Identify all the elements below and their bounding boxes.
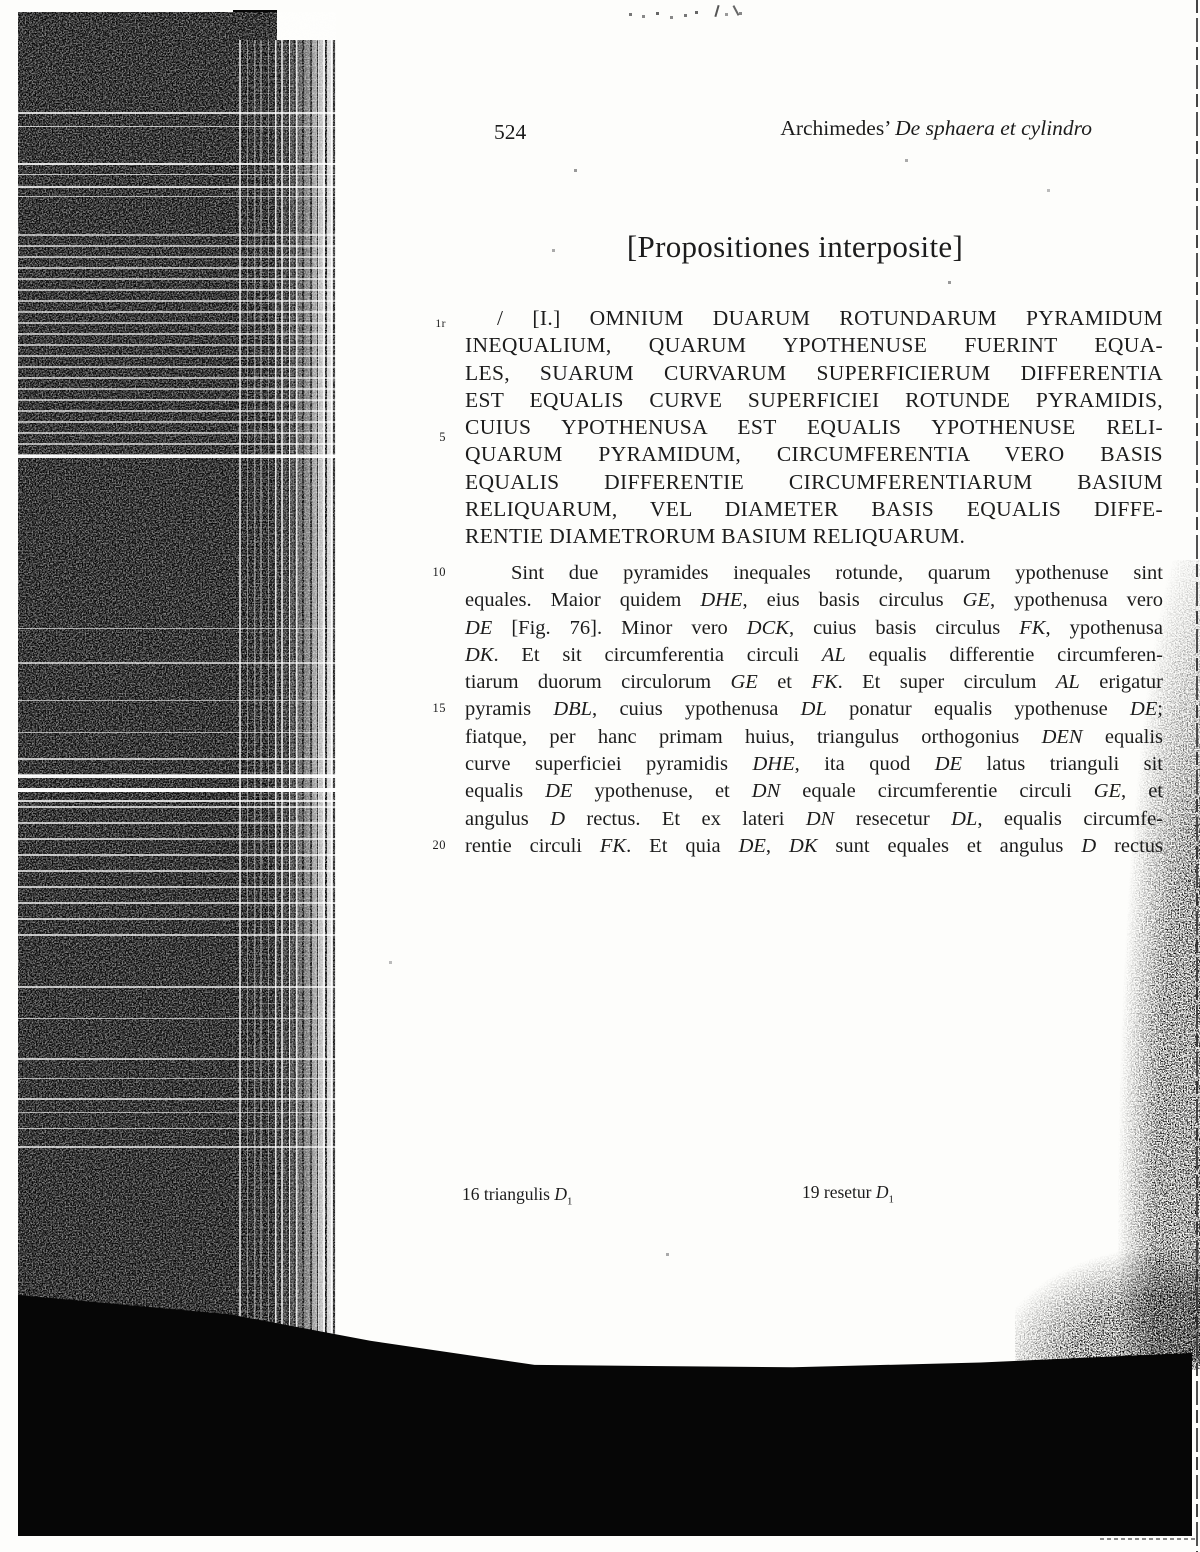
text-line: LES, SUARUM CURVARUM SUPERFICIERUM DIFFERENTIA bbox=[465, 360, 1163, 385]
scan-edge-dots bbox=[1100, 1538, 1196, 1540]
text-line: equales. Maior quidem DHE, eius basis circulus GE, ypothenusa vero bbox=[465, 589, 1164, 612]
text-line: RENTIE DIAMETRORUM BASIUM RELIQUARUM. bbox=[465, 524, 966, 549]
running-head: Archimedes’ De sphaera et cylindro bbox=[780, 116, 1092, 140]
text-line: Sint due pyramides inequales rotunde, quarum ypothenuse sint bbox=[511, 562, 1163, 584]
bottom-right-noise-cloud bbox=[1015, 1250, 1200, 1362]
line-number-10: 10 bbox=[432, 565, 446, 579]
text-line: angulus D rectus. Et ex lateri DN resecetur DL, equalis circumfe- bbox=[465, 807, 1163, 830]
footnote-apparatus: 19 resetur $D_1$ bbox=[802, 1182, 894, 1206]
text-line: DE [Fig. 76]. Minor vero DCK, cuius basis circulus FK, ypothenusa bbox=[465, 616, 1163, 639]
line-number-5: 5 bbox=[439, 430, 446, 444]
pen-stroke bbox=[733, 5, 740, 16]
text-line: curve superficiei pyramidis DHE, ita quod DE latus trianguli sit bbox=[465, 753, 1164, 776]
text-line: rentie circuli FK. Et quia DE, DK sunt equales et angulus D rectus bbox=[465, 834, 1164, 857]
text-line: tiarum duorum circulorum GE et FK. Et super circulum AL erigatur bbox=[465, 671, 1163, 694]
text-line: / [I.] OMNIUM DUARUM ROTUNDARUM PYRAMIDUM bbox=[497, 306, 1163, 330]
line-number-20: 20 bbox=[432, 838, 446, 852]
text-line: DK. Et sit circumferentia circuli AL equalis differentie circumferen- bbox=[465, 643, 1163, 666]
scan-specks bbox=[0, 0, 1, 1]
proposition-paragraph bbox=[465, 305, 1163, 551]
gutter-grain-noise bbox=[18, 12, 336, 1360]
text-line: RELIQUARUM, VEL DIAMETER BASIS EQUALIS DIFFE- bbox=[465, 497, 1163, 522]
text-line: EST EQUALIS CURVE SUPERFICIEI ROTUNDE PYRAMIDIS, bbox=[465, 387, 1163, 412]
text-line: fiatque, per hanc primam huius, triangulus orthogonius DEN equalis bbox=[465, 725, 1163, 748]
text-line: CUIUS YPOTHENUSA EST EQUALIS YPOTHENUSE RELI- bbox=[465, 415, 1163, 440]
text-line: QUARUM PYRAMIDUM, CIRCUMFERENTIA VERO BASIS bbox=[465, 442, 1163, 467]
line-number-15: 15 bbox=[432, 701, 446, 715]
section-title: [Propositiones interposite] bbox=[626, 229, 964, 264]
footnote-apparatus: 16 triangulis $D_1$ bbox=[462, 1184, 573, 1208]
text-line: equalis DE ypothenuse, et DN equale circumferentie circuli GE, et bbox=[465, 780, 1163, 803]
text-line: INEQUALIUM, QUARUM YPOTHENUSE FUERINT EQUA- bbox=[465, 333, 1163, 358]
pen-marks bbox=[630, 8, 631, 9]
body-paragraph bbox=[465, 560, 1163, 860]
folio-marker: 1r bbox=[435, 318, 446, 330]
scan-gutter-artifact bbox=[18, 12, 336, 1360]
pen-stroke bbox=[714, 5, 719, 17]
page-number: 524 bbox=[494, 120, 527, 144]
text-line: EQUALIS DIFFERENTIE CIRCUMFERENTIARUM BASIUM bbox=[465, 469, 1163, 494]
text-line: pyramis DBL, cuius ypothenusa DL ponatur equalis ypothenuse DE; bbox=[465, 698, 1163, 721]
page-edge-line bbox=[1196, 0, 1198, 1552]
